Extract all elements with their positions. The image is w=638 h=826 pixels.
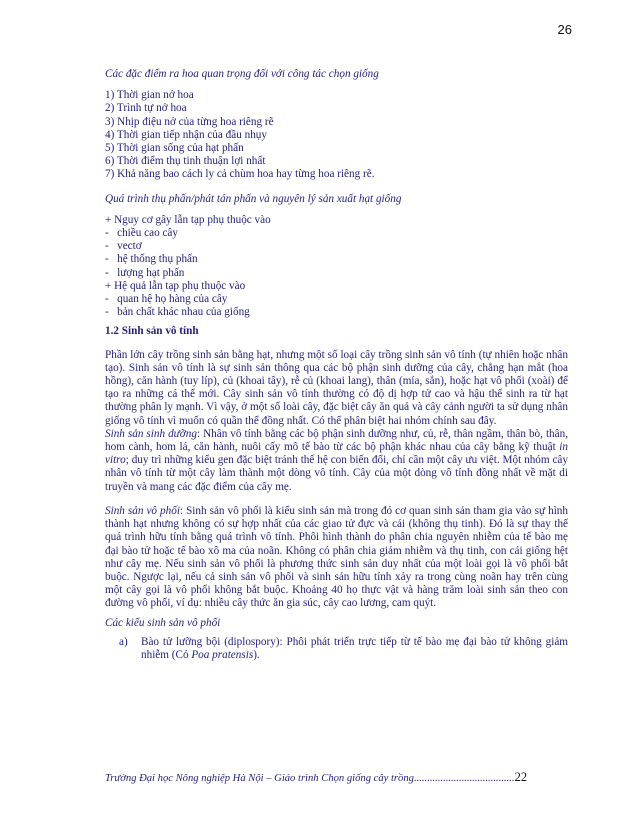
apomixis-item-a [105,636,568,662]
paragraph-vegetative [105,428,568,494]
term-apomixis: Sinh sản vô phối [105,504,180,517]
list-item: 7) Khả năng bao cách ly cả chùm hoa hay từng hoa riêng rẽ. [105,168,375,181]
section-title-asexual: 1.2 Sinh sản vô tính [105,325,199,338]
list-item: - hệ thống thụ phấn [105,253,198,266]
document-body [105,68,568,662]
text-segment: ; duy trì những kiểu gen đặc biệt tránh thế hệ con biến đổi, chỉ cần một cây ưu việt. Một nhóm cây nhân vô tính từ một cây làm thành một dòng vô tính. Cây của một dòng vô tính đồng nhất về mặt di truyền và mang các đặc điểm của cây mẹ. [105,454,568,493]
section-heading-flowering: Các đặc điểm ra hoa quan trọng đối với công tác chọn giống [105,68,379,80]
page-footer [105,770,527,785]
text-segment: : Nhân vô tính bằng các bộ phận sinh dưỡng như, củ, rễ, thân ngầm, thân bò, thân, hom cành, hom lá, căn hành, nuôi cấy mô tế bào từ các bộ phận khác nhau của cây bằng kỹ thuật [105,427,569,454]
section-heading-pollination: Quá trình thụ phấn/phát tán phấn và nguyên lý sản xuất hạt giống [105,192,402,205]
list-item: + Nguy cơ gây lẫn tạp phụ thuộc vào [105,213,271,226]
text-segment: : Sinh sản vô phối là kiểu sinh sản mà trong đó cơ quan sinh sản tham gia vào sự hình thành hạt nhưng không có sự hợp nhất của các giao tử đực và cái (không thụ tinh). Đó là sự thay thế quá trình hữu tính bằng quá trình vô tính. Phôi hình thành do phân chia nguyên nhiễm của tế bào mẹ đại bào tử hoặc tế bào xô ma của noãn. Không có phân chia giảm nhiễm và thụ tinh, con cái giống hệt như cây mẹ. Nếu sinh sản vô phối là phương thức sinh sản duy nhất của một loài gọi là vô phối bắt buộc. Ngược lại, nếu cả sinh sản vô phối và sinh sản hữu tính xảy ra trong cùng noãn hay trên cùng một cây gọi là vô phối không bắt buộc. Khoảng 40 họ thực vật và hàng trăm loài sinh sản theo con đường vô phối, ví dụ: nhiều cây thức ăn gia súc, cây cao lương, cam quýt. [105,504,568,610]
list-item: 6) Thời điểm thụ tinh thuận lợi nhất [105,155,266,168]
list-item: 2) Trình tự nở hoa [105,102,187,115]
sub-heading-apomixis-types: Các kiểu sinh sản vô phối [105,616,221,629]
item-text [141,636,568,662]
flowering-traits-list [105,89,568,181]
text-segment: ). [253,648,260,661]
list-item: - bản chất khác nhau của giống [105,306,250,319]
list-item: 1) Thời gian nở hoa [105,89,194,102]
text-segment: Bào tử lưỡng bội (diplospory): Phôi phát triển trực tiếp từ tế bào mẹ đại bào tử không giảm nhiễm (Cỏ [141,635,568,661]
list-item: - vectơ [105,240,142,253]
page-number: 26 [557,22,572,37]
list-item: 3) Nhịp điệu nở của từng hoa riêng rẽ [105,115,274,128]
contamination-list [105,214,568,320]
item-label: a) [119,635,128,648]
footer-page-number: 22 [514,770,528,784]
term-in-vitro: in vitro [105,441,568,467]
term-vegetative: Sinh sản sinh dưỡng [105,427,197,440]
list-item: + Hệ quả lẫn tạp phụ thuộc vào [105,279,246,292]
list-item: - lượng hạt phấn [105,266,185,279]
term-species: Poa pratensis [191,648,254,661]
footer-text: Trường Đại học Nông nghiệp Hà Nội – Giáo trình Chọn giống cây trồng...................................... [105,773,515,784]
list-item: 4) Thời gian tiếp nhận của đầu nhụy [105,128,267,141]
paragraph-apomixis [105,505,568,611]
list-item: - chiều cao cây [105,227,178,240]
paragraph-asexual-intro: Phần lớn cây trồng sinh sản bằng hạt, nhưng một số loại cây trồng sinh sản vô tính (tự nhiên hoặc nhân tạo). Sinh sản vô tính là sự sinh sản thông qua các bộ phận sinh dưỡng của cây, chẳng hạn mắt (hoa hồng), căn hành (tuy líp), củ (khoai tây), rễ củ (khoai lang), thân (mía, sắn), hoặc hạt vô phối (xoài) để tạo ra những cá thể mới. Cây sinh sản vô tính thường có độ dị hợp tử cao và hậu thế sinh ra từ hạt thường phân ly mạnh. Vì vậy, ở một số loài cây, đặc biệt cây ăn quả và cây cảnh người ta sử dụng nhân giống vô tính vì muốn có quần thể đồng nhất. Có thể phân biệt hai nhóm chính sau đây. [105,348,568,427]
list-item: 5) Thời gian sống của hạt phấn [105,142,244,155]
list-item: - quan hệ họ hàng của cây [105,293,228,306]
